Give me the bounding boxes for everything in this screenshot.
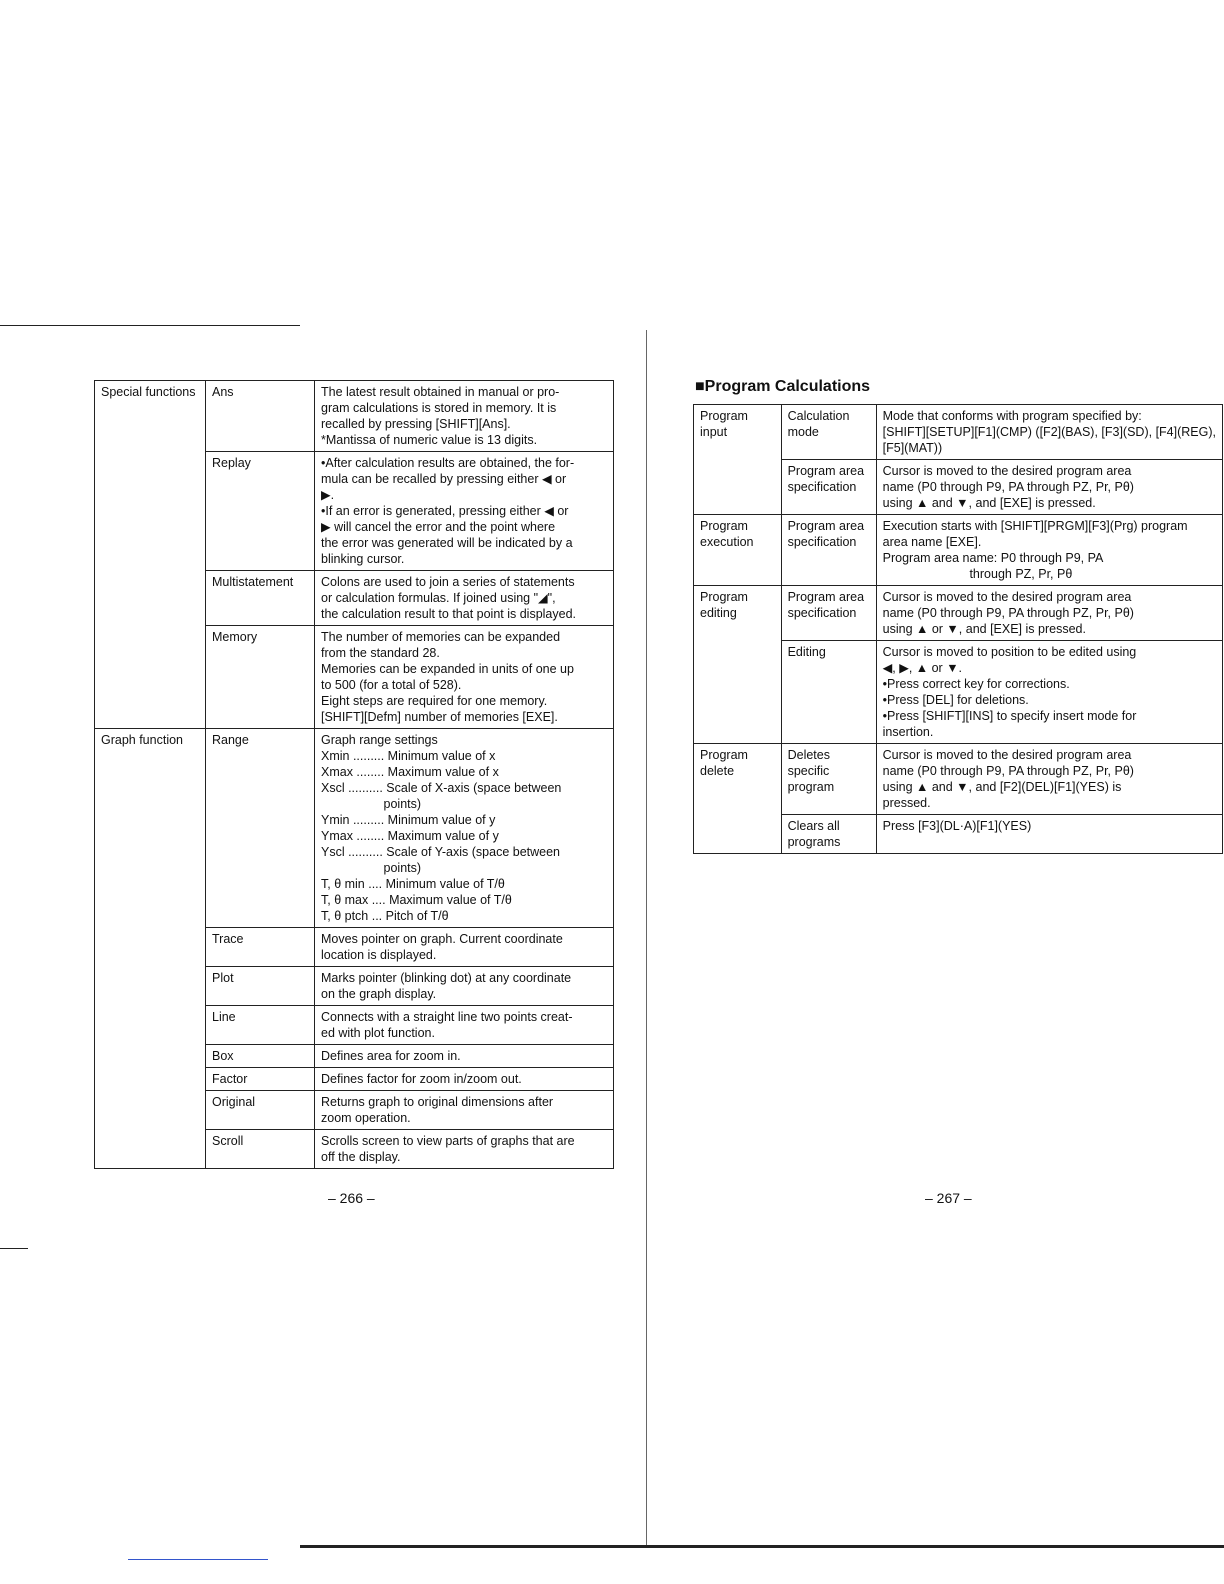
description-line: Marks pointer (blinking dot) at any coordinate (321, 971, 572, 985)
function-name-cell: Range (206, 729, 315, 928)
description-line: ed with plot function. (321, 1026, 435, 1040)
description-line: or calculation formulas. If joined using "◢", (321, 591, 556, 605)
description-line: using ▲ or ▼, and [EXE] is pressed. (882, 622, 1086, 636)
description-line: ▶. (321, 488, 335, 502)
category-cell: Program input (694, 405, 782, 515)
description-line: Defines area for zoom in. (321, 1049, 461, 1063)
description-line: using ▲ and ▼, and [EXE] is pressed. (882, 496, 1096, 510)
function-name-cell: Line (206, 1006, 315, 1045)
description-line: Xscl .......... Scale of X-axis (space between (321, 781, 562, 795)
description-cell (315, 626, 614, 729)
function-name-cell: Plot (206, 967, 315, 1006)
function-name-cell: Scroll (206, 1130, 315, 1169)
description-line: insertion. (882, 725, 934, 739)
bottom-rule (300, 1545, 1224, 1548)
description-line: using ▲ and ▼, and [F2](DEL)[F1](YES) is (882, 780, 1122, 794)
description-cell (876, 405, 1222, 460)
description-line: Cursor is moved to position to be edited using (882, 645, 1137, 659)
description-line: Program area name: P0 through P9, PA (882, 551, 1104, 565)
description-line: T, θ min .... Minimum value of T/θ (321, 877, 505, 891)
description-line: Cursor is moved to the desired program area (882, 464, 1132, 478)
description-line: [F5](MAT)) (882, 441, 943, 455)
description-cell (876, 586, 1222, 641)
function-name-cell: Original (206, 1091, 315, 1130)
description-cell (315, 729, 614, 928)
description-line: Yscl .......... Scale of Y-axis (space between (321, 845, 561, 859)
function-name-cell: Clears all programs (781, 815, 876, 854)
right-page (693, 378, 1223, 854)
description-line: Defines factor for zoom in/zoom out. (321, 1072, 522, 1086)
description-line: Cursor is moved to the desired program area (882, 748, 1132, 762)
description-cell (315, 1091, 614, 1130)
table-row (694, 744, 1223, 815)
function-name-cell: Program area specification (781, 515, 876, 586)
description-cell (315, 928, 614, 967)
description-line: the calculation result to that point is displayed. (321, 607, 577, 621)
category-cell: Graph function (95, 729, 206, 1169)
description-cell (315, 571, 614, 626)
description-line: zoom operation. (321, 1111, 411, 1125)
description-line: [SHIFT][Defm] number of memories [EXE]. (321, 710, 558, 724)
description-line: Xmin ......... Minimum value of x (321, 749, 496, 763)
table-row (694, 405, 1223, 460)
description-line: ▶ will cancel the error and the point where (321, 520, 556, 534)
function-name-cell: Deletes specific program (781, 744, 876, 815)
description-line: Memories can be expanded in units of one up (321, 662, 574, 676)
description-line: gram calculations is stored in memory. It is (321, 401, 557, 415)
description-line: Xmax ........ Maximum value of x (321, 765, 499, 779)
function-name-cell: Program area specification (781, 586, 876, 641)
description-line: area name [EXE]. (882, 535, 982, 549)
functions-table (94, 380, 614, 1169)
left-page (94, 380, 614, 1169)
description-line: points) (321, 861, 422, 875)
table-row (694, 586, 1223, 641)
section-title: ■Program Calculations (695, 378, 871, 395)
description-line: Ymax ........ Maximum value of y (321, 829, 499, 843)
left-page-number: – 266 – (328, 1190, 375, 1206)
description-line: T, θ max .... Maximum value of T/θ (321, 893, 512, 907)
bottom-link-rule (128, 1559, 268, 1560)
left-edge-rule (0, 1248, 28, 1249)
function-name-cell: Multistatement (206, 571, 315, 626)
description-cell (315, 1045, 614, 1068)
description-line: name (P0 through P9, PA through PZ, Pr, Pθ) (882, 480, 1134, 494)
description-line: T, θ ptch ... Pitch of T/θ (321, 909, 449, 923)
description-line: The number of memories can be expanded (321, 630, 561, 644)
description-line: Mode that conforms with program specified by: (882, 409, 1142, 423)
description-line: •Press [SHIFT][INS] to specify insert mode for (882, 709, 1137, 723)
description-line: location is displayed. (321, 948, 437, 962)
description-cell (315, 381, 614, 452)
description-line: on the graph display. (321, 987, 437, 1001)
top-left-rule (0, 325, 300, 326)
description-cell (315, 452, 614, 571)
description-line: Graph range settings (321, 733, 438, 747)
description-line: recalled by pressing [SHIFT][Ans]. (321, 417, 511, 431)
description-line: to 500 (for a total of 528). (321, 678, 462, 692)
description-cell (876, 641, 1222, 744)
description-line: the error was generated will be indicated by a (321, 536, 573, 550)
category-cell: Program delete (694, 744, 782, 854)
description-cell (315, 1006, 614, 1045)
description-line: name (P0 through P9, PA through PZ, Pr, Pθ) (882, 606, 1134, 620)
description-cell (876, 515, 1222, 586)
function-name-cell: Trace (206, 928, 315, 967)
table-row (694, 515, 1223, 586)
description-cell (876, 744, 1222, 815)
description-cell (876, 815, 1222, 854)
description-cell (315, 1130, 614, 1169)
description-line: points) (321, 797, 422, 811)
description-line: •Press [DEL] for deletions. (882, 693, 1029, 707)
function-name-cell: Program area specification (781, 460, 876, 515)
description-cell (315, 1068, 614, 1091)
description-line: ◀, ▶, ▲ or ▼. (882, 661, 963, 675)
description-line: [SHIFT][SETUP][F1](CMP) ([F2](BAS), [F3](SD), [F4](REG), (882, 425, 1216, 439)
description-line: off the display. (321, 1150, 401, 1164)
description-line: blinking cursor. (321, 552, 405, 566)
function-name-cell: Editing (781, 641, 876, 744)
function-name-cell: Replay (206, 452, 315, 571)
function-name-cell: Factor (206, 1068, 315, 1091)
description-line: Eight steps are required for one memory. (321, 694, 548, 708)
description-cell (315, 967, 614, 1006)
category-cell: Program execution (694, 515, 782, 586)
description-line: *Mantissa of numeric value is 13 digits. (321, 433, 538, 447)
description-line: mula can be recalled by pressing either ◀ or (321, 472, 567, 486)
table-row (95, 381, 614, 452)
description-line: Scrolls screen to view parts of graphs that are (321, 1134, 575, 1148)
description-line: Cursor is moved to the desired program area (882, 590, 1132, 604)
description-line: name (P0 through P9, PA through PZ, Pr, Pθ) (882, 764, 1134, 778)
function-name-cell: Ans (206, 381, 315, 452)
description-line: through PZ, Pr, Pθ (882, 567, 1073, 581)
function-name-cell: Box (206, 1045, 315, 1068)
program-table (693, 404, 1223, 854)
table-row (95, 729, 614, 928)
description-line: •Press correct key for corrections. (882, 677, 1070, 691)
description-line: The latest result obtained in manual or pro- (321, 385, 560, 399)
description-line: pressed. (882, 796, 931, 810)
description-line: Moves pointer on graph. Current coordinate (321, 932, 563, 946)
description-line: Colons are used to join a series of statements (321, 575, 575, 589)
description-line: Execution starts with [SHIFT][PRGM][F3](Prg) program (882, 519, 1188, 533)
description-line: •If an error is generated, pressing either ◀ or (321, 504, 569, 518)
description-line: from the standard 28. (321, 646, 440, 660)
description-cell (876, 460, 1222, 515)
description-line: Connects with a straight line two points creat- (321, 1010, 573, 1024)
center-fold-rule (646, 330, 647, 1545)
description-line: Returns graph to original dimensions after (321, 1095, 554, 1109)
function-name-cell: Memory (206, 626, 315, 729)
function-name-cell: Calculation mode (781, 405, 876, 460)
description-line: Press [F3](DL·A)[F1](YES) (882, 819, 1032, 833)
right-page-number: – 267 – (925, 1190, 972, 1206)
category-cell: Special functions (95, 381, 206, 729)
description-line: Ymin ......... Minimum value of y (321, 813, 496, 827)
description-line: •After calculation results are obtained, the for- (321, 456, 575, 470)
category-cell: Program editing (694, 586, 782, 744)
